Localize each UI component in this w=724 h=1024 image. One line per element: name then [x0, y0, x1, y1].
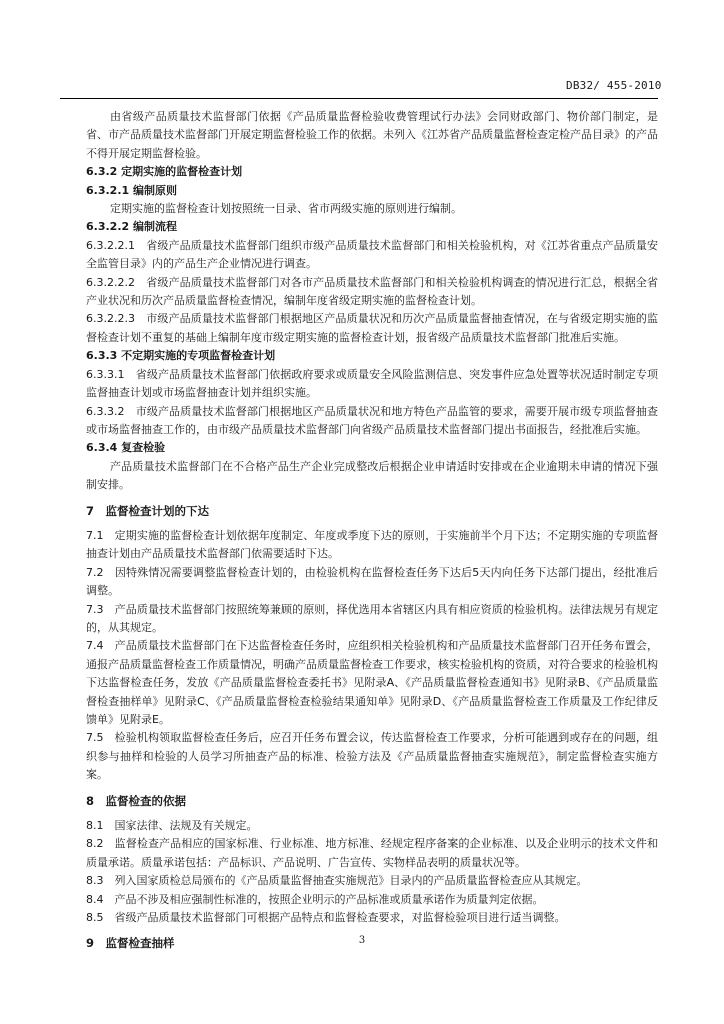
paragraph: 产品质量技术监督部门在不合格产品生产企业完成整改后根据企业申请适时安排或在企业逾期未申请的情况下强制安排。	[86, 459, 658, 492]
clause-6-3-2-2-3: 6.3.2.2.3 市级产品质量技术监督部门根据地区产品质量状况和历次产品质量监督抽查情况，在与省级定期实施的监督检查计划不重复的基础上编制年度市级定期实施的监督检查计划，报省级产品质量技术监督部门批准后实施。	[86, 312, 658, 344]
heading-8: 8 监督检查的依据	[86, 793, 187, 808]
clause-6-3-2-2-1: 6.3.2.2.1 省级产品质量技术监督部门组织市级产品质量技术监督部门和相关检验机构，对《江苏省重点产品质量安全监管目录》内的产品生产企业情况进行调查。	[86, 238, 658, 271]
clause-8-2: 8.2 监督检查产品相应的国家标准、行业标准、地方标准、经规定程序备案的企业标准、以及企业明示的技术文件和质量承诺。质量承诺包括：产品标识、产品说明、广告宣传、实物样品表明的质量状况等。	[86, 837, 658, 869]
clause-7-5: 7.5 检验机构领取监督检查任务后，应召开任务布置会议，传达监督检查工作要求，分析可能遇到或存在的问题，组织参与抽样和检验的人员学习所抽查产品的标准、检验方法及《产品质量监督抽查实施规范》，制定监督检查实施方案。	[86, 731, 658, 782]
clause-7-4: 7.4 产品质量技术监督部门在下达监督检查任务时，应组织相关检验机构和产品质量技术监督部门召开任务布置会，通报产品质量监督检查工作质量情况，明确产品质量监督检查工作要求，核实检验机构的资质，对符合要求的检验机构下达监督检查任务，发放《产品质量监督检查委托书》见附录A、《产品质量监督检查通知书》见附录B、《产品质量监督检查抽样单》见附录C、《产品质量监督检查检验结果通知单》见附录D、《产品质量监督检查工作质量及工作纪律反馈单》见附录E。	[86, 639, 658, 726]
heading-6-3-4: 6.3.4 复查检验	[86, 441, 166, 455]
heading-6-3-2: 6.3.2 定期实施的监督检查计划	[86, 165, 243, 179]
clause-8-4: 8.4 产品不涉及相应强制性标准的，按照企业明示的产品标准或质量承诺作为质量判定依据。	[86, 892, 544, 906]
clause-7-2: 7.2 因特殊情况需要调整监督检查计划的，由检验机构在监督检查任务下达后5天内向任务下达部门提出，经批准后调整。	[86, 565, 658, 598]
heading-6-3-3: 6.3.3 不定期实施的专项监督检查计划	[86, 349, 276, 363]
header-rule	[60, 98, 658, 99]
heading-9: 9 监督检查抽样	[86, 936, 175, 951]
heading-6-3-2-1: 6.3.2.1 编制原则	[86, 183, 177, 197]
paragraph: 由省级产品质量技术监督部门依据《产品质量监督检验收费管理试行办法》会同财政部门、物价部门制定，是省、市产品质量技术监督部门开展定期监督检验工作的依据。未列入《江苏省产品质量监督检查定检产品目录》的产品不得开展定期监督检验。	[86, 110, 658, 160]
heading-6-3-2-2: 6.3.2.2 编制流程	[86, 220, 177, 234]
clause-8-5: 8.5 省级产品质量技术监督部门可根据产品特点和监督检查要求，对监督检验项目进行适当调整。	[86, 911, 566, 925]
clause-7-1: 7.1 定期实施的监督检查计划依据年度制定、年度或季度下达的原则，于实施前半个月下达；不定期实施的专项监督抽查计划由产品质量技术监督部门依需要适时下达。	[86, 528, 658, 561]
clause-6-3-2-2-2: 6.3.2.2.2 省级产品质量技术监督部门对各市产品质量技术监督部门和相关检验机构调查的情况进行汇总，根据全省产业状况和历次产品质量监督检查情况，编制年度省级定期实施的监督检查计划。	[86, 275, 658, 308]
clause-6-3-3-1: 6.3.3.1 省级产品质量技术监督部门依据政府要求或质量安全风险监测信息、突发事件应急处置等状况适时制定专项监督抽查计划或市场监督抽查计划并组织实施。	[86, 367, 658, 400]
standard-code: DB32/ 455-2010	[566, 79, 662, 92]
paragraph: 定期实施的监督检查计划按照统一目录、省市两级实施的原则进行编制。	[110, 202, 462, 216]
clause-6-3-3-2: 6.3.3.2 市级产品质量技术监督部门根据地区产品质量状况和地方特色产品监管的要求，需要开展市级专项监督抽查或市场监督抽查工作的，由市级产品质量技术监督部门向省级产品质量技术监督部门提出书面报告，经批准后实施。	[86, 404, 658, 436]
clause-8-3: 8.3 列入国家质检总局颁布的《产品质量监督抽查实施规范》目录内的产品质量监督检查应从其规定。	[86, 874, 588, 888]
clause-8-1: 8.1 国家法律、法规及有关规定。	[86, 819, 258, 833]
document-body	[86, 108, 658, 960]
heading-7: 7 监督检查计划的下达	[86, 503, 210, 518]
page-number: 3	[358, 935, 366, 946]
clause-7-3: 7.3 产品质量技术监督部门按照统筹兼顾的原则，择优选用本省辖区内具有相应资质的检验机构。法律法规另有规定的，从其规定。	[86, 602, 658, 634]
